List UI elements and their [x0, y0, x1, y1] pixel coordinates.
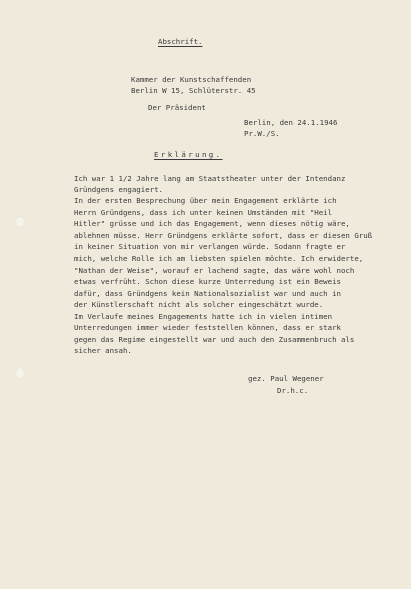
- sender-organization: Kammer der Kunstschaffenden: [131, 75, 252, 84]
- body-line: gegen das Regime eingestellt war und auch den Zusammenbruch als: [74, 335, 355, 344]
- body-line: Unterredungen immer wieder feststellen können, dass er stark: [74, 323, 341, 332]
- signature-title: Dr.h.c.: [277, 386, 309, 395]
- body-line: der Künstlerschaft nicht als solcher eingeschätzt wurde.: [74, 300, 324, 309]
- body-line: dafür, dass Gründgens kein Nationalsozialist war und auch in: [74, 289, 341, 298]
- body-line: ablehnen müsse. Herr Gründgens erklärte sofort, dass er diesen Gruß: [74, 231, 373, 240]
- body-line: in keiner Situation von mir verlangen würde. Sodann fragte er: [74, 242, 346, 251]
- body-line: mich, welche Rolle ich am liebsten spielen möchte. Ich erwiderte,: [74, 254, 364, 263]
- signature-name: gez. Paul Wegener: [248, 374, 324, 383]
- punch-hole-bottom: [15, 367, 25, 379]
- punch-hole-top: [15, 216, 25, 228]
- body-line: sicher ansah.: [74, 346, 132, 355]
- reference-code: Pr.W./S.: [244, 129, 280, 138]
- body-line: Herrn Gründgens, dass ich unter keinen Umständen mit "Heil: [74, 208, 333, 217]
- body-line: In der ersten Besprechung über mein Engagement erklärte ich: [74, 196, 337, 205]
- place-date: Berlin, den 24.1.1946: [244, 118, 338, 127]
- body-line: Hitler" grüsse und ich das Engagement, wenn dieses nötig wäre,: [74, 219, 350, 228]
- body-line: "Nathan der Weise", worauf er lachend sagte, das wäre wohl noch: [74, 266, 355, 275]
- body-line: Ich war 1 1/2 Jahre lang am Staatstheater unter der Intendanz: [74, 174, 346, 183]
- sender-address: Berlin W 15, Schlüterstr. 45: [131, 86, 256, 95]
- body-line: Im Verlaufe meines Engagements hatte ich in vielen intimen: [74, 312, 333, 321]
- sender-role: Der Präsident: [148, 103, 206, 112]
- declaration-title: Erklärung.: [154, 150, 223, 159]
- body-line: Gründgens engagiert.: [74, 185, 163, 194]
- document-heading: Abschrift.: [158, 37, 203, 46]
- body-line: etwas verfrüht. Schon diese kurze Unterredung ist ein Beweis: [74, 277, 341, 286]
